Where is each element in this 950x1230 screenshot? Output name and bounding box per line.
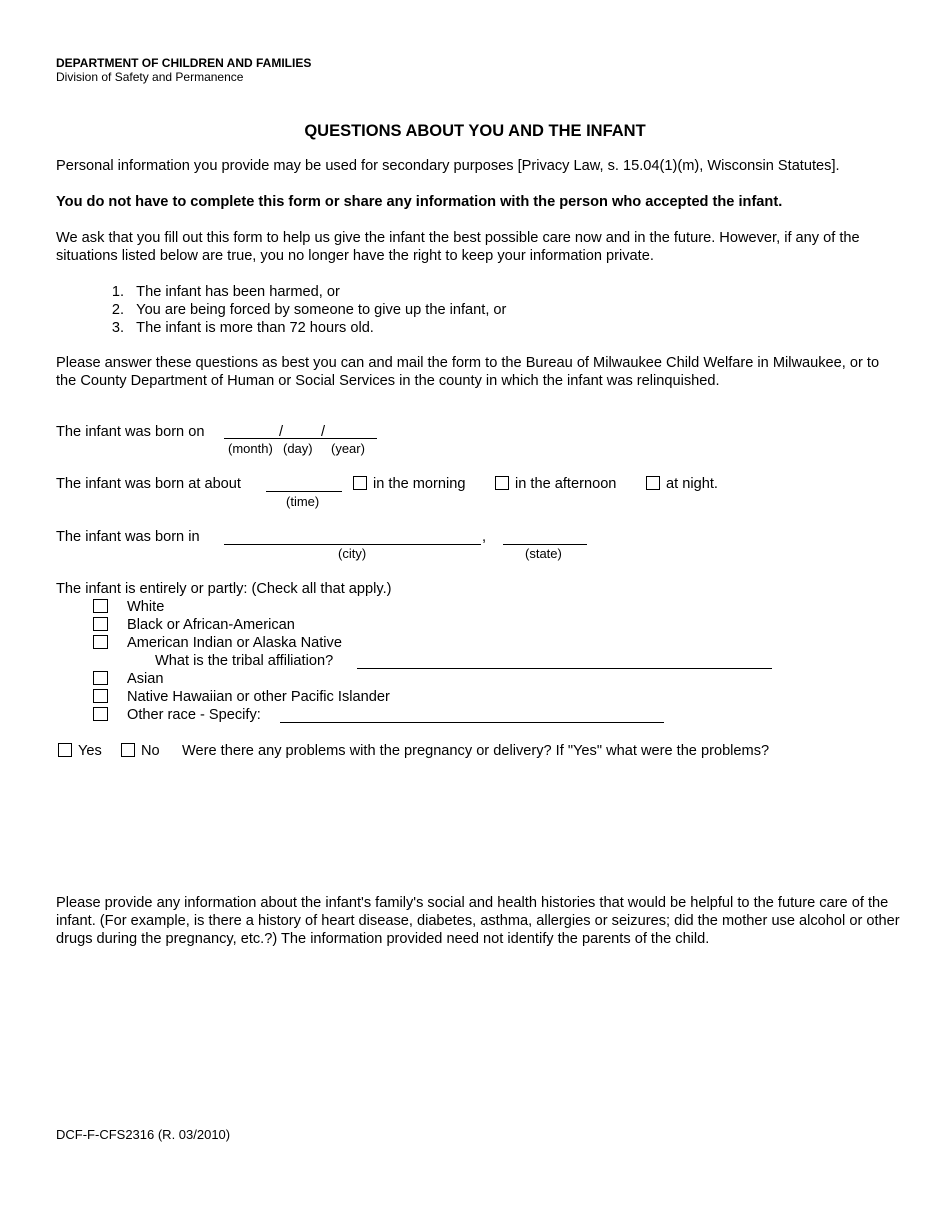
state-label: (state) bbox=[525, 546, 562, 561]
night-checkbox[interactable] bbox=[646, 476, 660, 490]
afternoon-label: in the afternoon bbox=[515, 476, 617, 492]
pregnancy-no-label: No bbox=[141, 743, 160, 759]
intro-paragraph: We ask that you fill out this form to help us give the infant the best possible care now and in the future. However, if any of the situations listed below are true, you no longer have the right to keep your information private. bbox=[56, 230, 860, 264]
date-separator: / bbox=[321, 424, 326, 440]
birth-date-label: The infant was born on bbox=[56, 424, 205, 440]
pregnancy-no-checkbox[interactable] bbox=[121, 743, 135, 757]
race-black-label: Black or African-American bbox=[127, 617, 295, 633]
optional-notice: You do not have to complete this form or share any information with the person who accepted the infant. bbox=[56, 194, 783, 210]
afternoon-checkbox[interactable] bbox=[495, 476, 509, 490]
mail-instructions: Please answer these questions as best you can and mail the form to the Bureau of Milwaukee Child Welfare in Milwaukee, or to the County Department of Human or Social Services in the county in which the infant was relinquished. bbox=[56, 355, 880, 389]
form-title: QUESTIONS ABOUT YOU AND THE INFANT bbox=[304, 122, 646, 140]
morning-label: in the morning bbox=[373, 476, 466, 492]
department-name: DEPARTMENT OF CHILDREN AND FAMILIES bbox=[56, 56, 312, 70]
tribal-affiliation-field[interactable] bbox=[357, 668, 772, 669]
form-number: DCF-F-CFS2316 (R. 03/2010) bbox=[56, 1127, 231, 1142]
city-label: (city) bbox=[338, 546, 367, 561]
privacy-notice: Personal information you provide may be used for secondary purposes [Privacy Law, s. 15.04(1)(m), Wisconsin Statutes]. bbox=[56, 158, 840, 174]
morning-checkbox[interactable] bbox=[353, 476, 367, 490]
race-asian-label: Asian bbox=[127, 671, 164, 687]
division-name: Division of Safety and Permanence bbox=[56, 70, 244, 84]
tribal-affiliation-label: What is the tribal affiliation? bbox=[155, 653, 334, 669]
year-label: (year) bbox=[331, 441, 365, 456]
night-label: at night. bbox=[666, 476, 718, 492]
date-separator: / bbox=[279, 424, 284, 440]
birth-place-label: The infant was born in bbox=[56, 529, 200, 545]
state-field[interactable] bbox=[503, 544, 587, 545]
birth-date-field[interactable] bbox=[224, 438, 377, 439]
race-white-checkbox[interactable] bbox=[93, 599, 108, 613]
place-comma: , bbox=[482, 529, 487, 545]
list-item: 3. The infant is more than 72 hours old. bbox=[111, 320, 374, 336]
race-black-checkbox[interactable] bbox=[93, 617, 108, 631]
race-asian-checkbox[interactable] bbox=[93, 671, 108, 685]
list-item: 2. You are being forced by someone to give up the infant, or bbox=[111, 302, 507, 318]
race-white-label: White bbox=[127, 599, 165, 615]
pregnancy-yes-checkbox[interactable] bbox=[58, 743, 72, 757]
race-hawaiian-label: Native Hawaiian or other Pacific Islander bbox=[127, 689, 390, 705]
health-history-prompt: Please provide any information about the infant's family's social and health histories that would be helpful to the future care of the infant. (For example, is there a history of heart disease, diabetes, asthma, allergies or seizures; did the mother use alcohol or other drugs during the pregnancy, etc.?) The information provided need not identify the parents of the child. bbox=[56, 895, 900, 947]
city-field[interactable] bbox=[224, 544, 481, 545]
list-item: 1. The infant has been harmed, or bbox=[111, 284, 340, 300]
birth-time-field[interactable] bbox=[266, 491, 342, 492]
race-american-indian-label: American Indian or Alaska Native bbox=[127, 635, 342, 651]
race-question: The infant is entirely or partly: (Check all that apply.) bbox=[56, 581, 392, 597]
day-label: (day) bbox=[283, 441, 313, 456]
race-other-field[interactable] bbox=[280, 722, 664, 723]
situations-list bbox=[98, 283, 506, 337]
pregnancy-question: Were there any problems with the pregnancy or delivery? If "Yes" what were the problems? bbox=[182, 743, 770, 759]
month-label: (month) bbox=[228, 441, 273, 456]
race-american-indian-checkbox[interactable] bbox=[93, 635, 108, 649]
time-label: (time) bbox=[286, 494, 320, 509]
race-hawaiian-checkbox[interactable] bbox=[93, 689, 108, 703]
race-other-label: Other race - Specify: bbox=[127, 707, 261, 723]
pregnancy-yes-label: Yes bbox=[78, 743, 102, 759]
birth-time-label: The infant was born at about bbox=[56, 476, 241, 492]
race-other-checkbox[interactable] bbox=[93, 707, 108, 721]
